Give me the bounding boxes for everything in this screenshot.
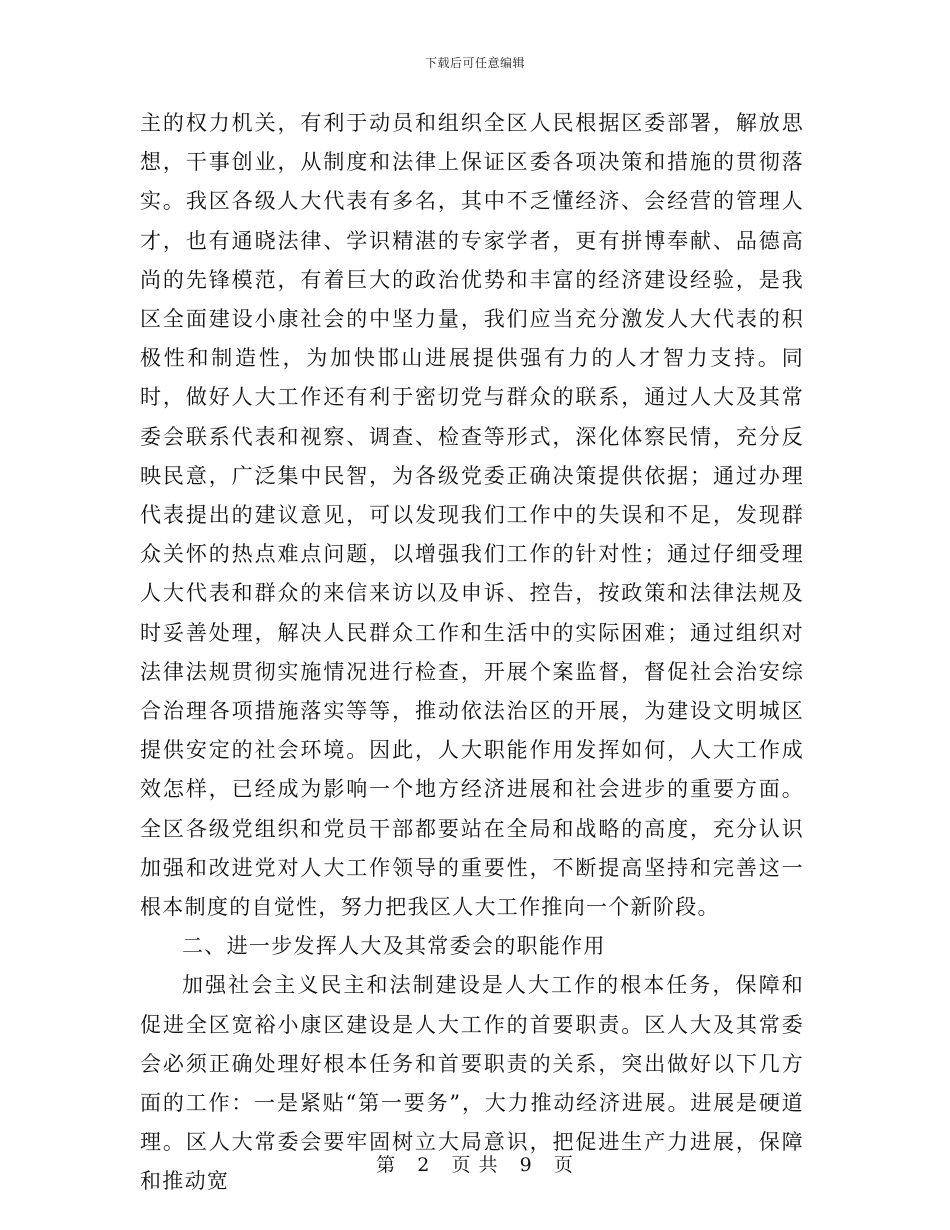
paragraph-section-two: 加强社会主义民主和法制建设是人大工作的根本任务，保障和促进全区宽裕小康区建设是人大工作的首要职责。区人大及其常委会必须正确处理好根本任务和首要职责的关系，突出做好以下几方面的工作：一是紧贴“第一要务”，大力推动经济进展。进展是硬道理。区人大常委会要牢固树立大局意识，把促进生产力进展，保障和推动宽 bbox=[140, 973, 804, 1194]
footer-middle: 页 共 bbox=[451, 1154, 499, 1176]
section-heading: 二、进一步发挥人大及其常委会的职能作用 bbox=[182, 934, 606, 959]
page-header-note: 下载后可任意编辑 bbox=[424, 56, 525, 70]
footer-current-page: 2 bbox=[417, 1154, 431, 1176]
page-footer bbox=[0, 1150, 950, 1177]
footer-total-pages: 9 bbox=[519, 1154, 533, 1176]
document-body bbox=[140, 104, 804, 1202]
paragraph-continued: 主的权力机关，有利于动员和组织全区人民根据区委部署，解放思想，干事创业，从制度和法律上保证区委各项决策和措施的贯彻落实。我区各级人大代表有多名，其中不乏懂经济、会经营的管理人才，也有通晓法律、学识精湛的专家学者，更有拼博奉献、品德高尚的先锋模范，有着巨大的政治优势和丰富的经济建设经验，是我区全面建设小康社会的中坚力量，我们应当充分激发人大代表的积极性和制造性，为加快邯山进展提供强有力的人才智力支持。同时，做好人大工作还有利于密切党与群众的联系，通过人大及其常委会联系代表和视察、调查、检查等形式，深化体察民情，充分反映民意，广泛集中民智，为各级党委正确决策提供依据；通过办理代表提出的建议意见，可以发现我们工作中的失误和不足，发现群众关怀的热点难点问题，以增强我们工作的针对性；通过仔细受理人大代表和群众的来信来访以及申诉、控告，按政策和法律法规及时妥善处理，解决人民群众工作和生活中的实际困难；通过组织对法律法规贯彻实施情况进行检查，开展个案监督，督促社会治安综合治理各项措施落实等等，推动依法治区的开展，为建设文明城区提供安定的社会环境。因此，人大职能作用发挥如何，人大工作成效怎样，已经成为影响一个地方经济进展和社会进步的重要方面。全区各级党组织和党员干部都要站在全局和战略的高度，充分认识加强和改进党对人大工作领导的重要性，不断提高坚持和完善这一根本制度的自觉性，努力把我区人大工作推向一个新阶段。 bbox=[140, 111, 804, 920]
footer-suffix: 页 bbox=[553, 1154, 574, 1176]
footer-prefix: 第 bbox=[376, 1154, 397, 1176]
